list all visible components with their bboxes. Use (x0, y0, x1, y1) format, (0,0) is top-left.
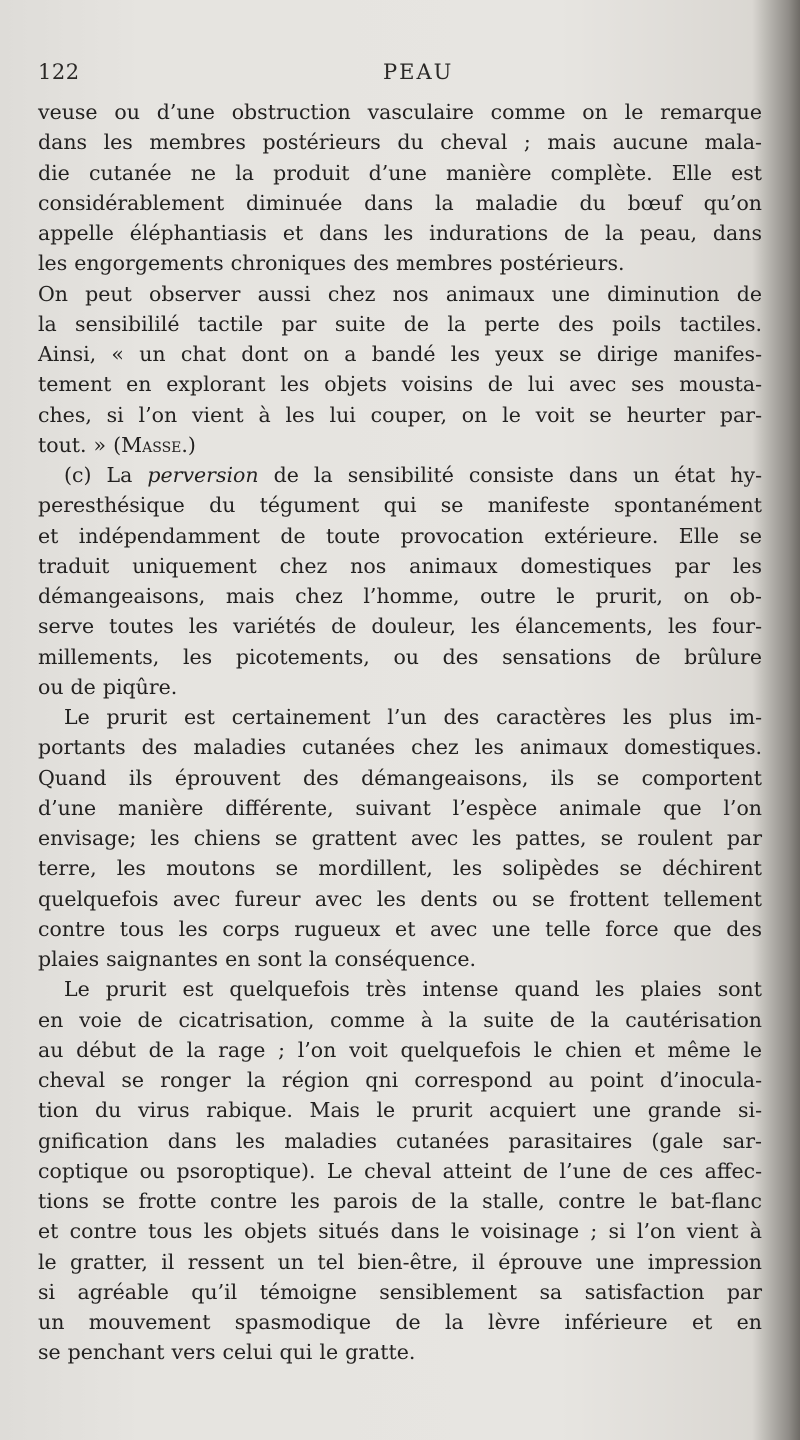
text-line: terre, les moutons se mordillent, les solipèdes se déchirent (38, 856, 762, 881)
text-line: Quand ils éprouvent des démangeaisons, ils se comportent (38, 765, 762, 790)
body-text (38, 97, 762, 1368)
page-header (38, 60, 760, 90)
text-line: dans les membres postérieurs du cheval ; mais aucune mala- (38, 130, 762, 155)
text-line: le gratter, il ressent un tel bien-être, il éprouve une impression (38, 1249, 762, 1274)
text-line: les engorgements chroniques des membres postérieurs. (38, 251, 625, 276)
text-line: au début de la rage ; l’on voit quelquefois le chien et même le (38, 1037, 762, 1062)
emphasized-term: perversion (147, 463, 259, 487)
text-fragment: de la sensibilité consiste dans un état hy- (258, 463, 762, 487)
text-line: en voie de cicatrisation, comme à la suite de la cautérisation (38, 1007, 762, 1032)
text-line: tions se frotte contre les parois de la stalle, contre le bat-flanc (38, 1189, 762, 1213)
text-line: envisage; les chiens se grattent avec les pattes, se roulent par (38, 826, 762, 850)
text-line: la sensibililé tactile par suite de la perte des poils tactiles. (38, 311, 762, 336)
text-line: démangeaisons, mais chez l’homme, outre le prurit, on ob- (38, 584, 762, 608)
text-line: On peut observer aussi chez nos animaux une diminution de (38, 281, 762, 306)
text-line: tion du virus rabique. Mais le prurit acquiert une grande si- (38, 1098, 762, 1123)
text-line: appelle éléphantiasis et dans les indurations de la peau, dans (38, 221, 762, 245)
running-head: PEAU (383, 60, 454, 84)
text-line: se penchant vers celui qui le gratte. (38, 1340, 416, 1365)
text-line: Ainsi, « un chat dont on a bandé les yeux se dirige manifes- (38, 342, 762, 366)
page-number: 122 (38, 60, 80, 84)
text-line (38, 430, 762, 460)
text-line: veuse ou d’une obstruction vasculaire comme on le remarque (38, 100, 762, 124)
text-line: tement en explorant les objets voisins de lui avec ses mousta- (38, 372, 762, 397)
text-line: gnification dans les maladies cutanées parasitaires (gale sar- (38, 1128, 762, 1153)
text-line (38, 460, 762, 490)
paragraph-4 (38, 702, 762, 974)
text-fragment: (c) La (64, 463, 148, 487)
text-line: die cutanée ne la produit d’une manière complète. Elle est (38, 160, 762, 185)
text-line: millements, les picotements, ou des sensations de brûlure (38, 644, 762, 669)
text-line: coptique ou psoroptique). Le cheval atteint de l’une de ces affec- (38, 1158, 762, 1183)
text-line: d’une manière différente, suivant l’espèce animale que l’on (38, 795, 762, 820)
text-line: plaies saignantes en sont la conséquence. (38, 947, 477, 971)
paragraph-3 (38, 460, 762, 702)
text-line: contre tous les corps rugueux et avec une telle force que des (38, 916, 762, 941)
text-line: et indépendamment de toute provocation extérieure. Elle se (38, 523, 762, 548)
text-line: considérablement diminuée dans la maladie du bœuf qu’on (38, 190, 762, 215)
text-line: peresthésique du tégument qui se manifeste spontanément (38, 493, 762, 518)
text-line: ches, si l’on vient à les lui couper, on le voit se heurter par- (38, 402, 762, 427)
text-line: quelquefois avec fureur avec les dents ou se frottent tellement (38, 886, 762, 911)
text-line: un mouvement spasmodique de la lèvre inférieure et en (38, 1310, 762, 1334)
paragraph-2 (38, 279, 762, 461)
paragraph-5 (38, 974, 762, 1367)
text-line: ou de piqûre. (38, 674, 178, 699)
author-citation: Masse (121, 432, 182, 457)
text-line: portants des maladies cutanées chez les animaux domestiques. (38, 735, 762, 760)
paragraph-1 (38, 97, 762, 279)
text-line: cheval se ronger la région qni correspond au point d’inocula- (38, 1068, 762, 1092)
text-line: Le prurit est quelquefois très intense quand les plaies sont (64, 977, 762, 1002)
text-line: si agréable qu’il témoigne sensiblement sa satisfaction par (38, 1279, 762, 1304)
text-line: Le prurit est certainement l’un des caractères les plus im- (64, 705, 762, 729)
text-line: serve toutes les variétés de douleur, les élancements, les four- (38, 614, 762, 639)
text-line: traduit uniquement chez nos animaux domestiques par les (38, 553, 762, 578)
text-fragment: .) (181, 432, 196, 457)
text-fragment: tout. » ( (38, 432, 122, 457)
text-line: et contre tous les objets situés dans le voisinage ; si l’on vient à (38, 1219, 762, 1244)
